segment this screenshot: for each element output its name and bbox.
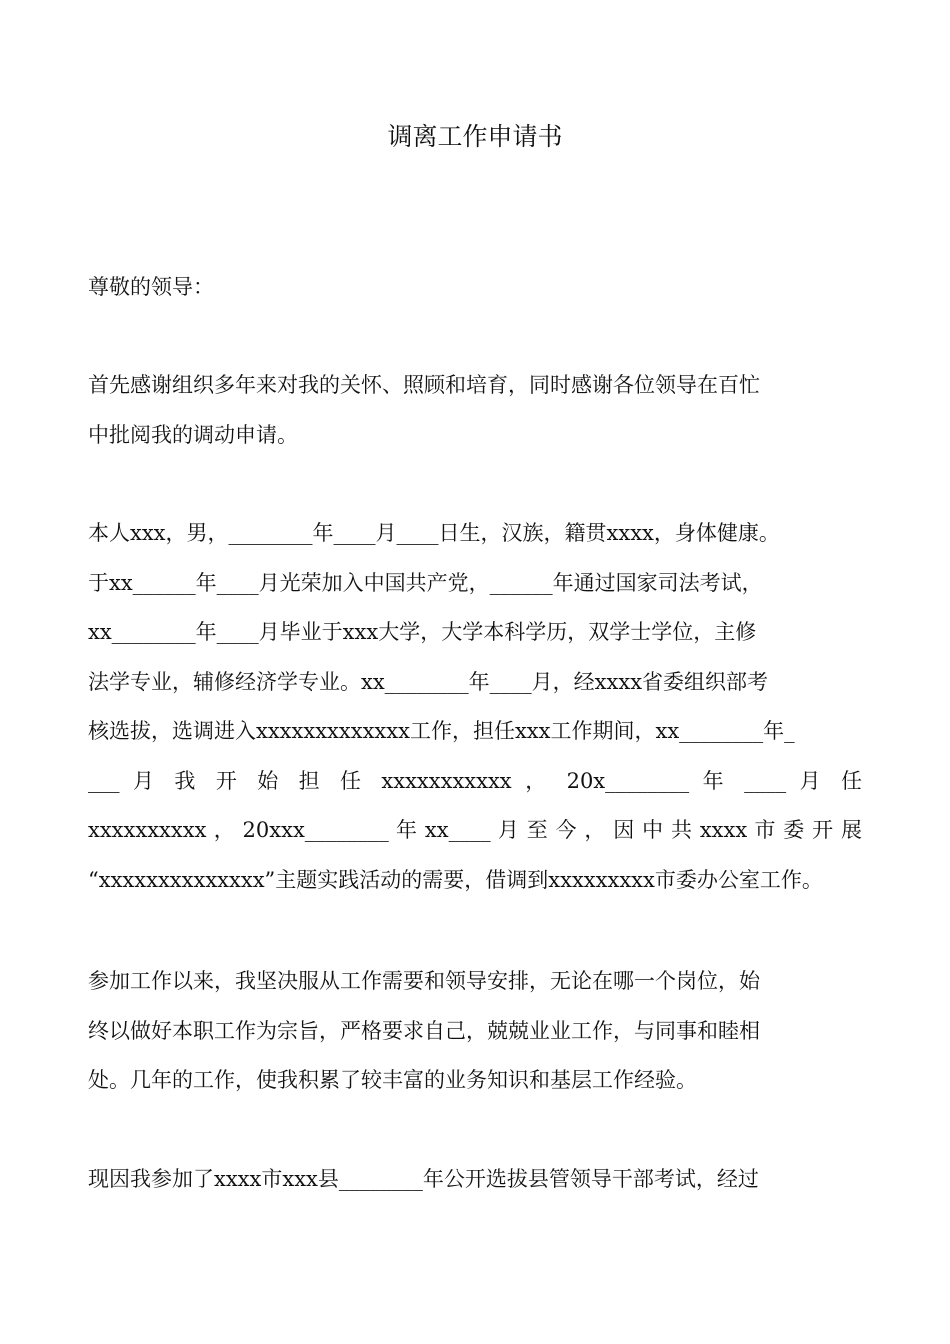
paragraph-personal-info [88, 509, 862, 905]
paragraph-line: 参加工作以来，我坚决服从工作需要和领导安排，无论在哪一个岗位，始 [88, 969, 760, 993]
salutation-text: 尊敬的领导： [88, 275, 214, 299]
salutation [88, 263, 862, 313]
paragraph-line: xx________年____月毕业于xxx大学，大学本科学历，双学士学位，主修 [88, 620, 757, 644]
paragraph-line: 于xx______年____月光荣加入中国共产党，______年通过国家司法考试， [88, 570, 763, 595]
paragraph-line: 首先感谢组织多年来对我的关怀、照顾和培育，同时感谢各位领导在百忙 [88, 373, 760, 397]
paragraph-line: ___ 月 我 开 始 担 任 xxxxxxxxxxx ， 20x________ 年 ____ 月 任 [88, 768, 862, 793]
paragraph-work-experience [88, 957, 862, 1106]
paragraph-line: 本人xxx，男，________年____月____日生，汉族，籍贯xxxx，身体健康。 [88, 521, 780, 545]
paragraph-gratitude [88, 361, 862, 460]
document-title: 调离工作申请书 [387, 122, 563, 151]
paragraph-line: “xxxxxxxxxxxxxx”主题实践活动的需要，借调到xxxxxxxxx市委办公室工作。 [88, 867, 823, 892]
paragraph-line: 法学专业，辅修经济学专业。xx________年____月，经xxxx省委组织部考 [88, 669, 769, 694]
paragraph-line: 核选拔，选调进入xxxxxxxxxxxxx工作，担任xxx工作期间，xx________年_ [88, 719, 795, 743]
paragraph-reason [88, 1155, 862, 1205]
paragraph-line: 处。几年的工作，使我积累了较丰富的业务知识和基层工作经验。 [88, 1068, 697, 1092]
paragraph-line: 中批阅我的调动申请。 [88, 422, 298, 447]
paragraph-line: 现因我参加了xxxx市xxx县________年公开选拔县管领导干部考试，经过 [88, 1167, 759, 1191]
paragraph-line: 终以做好本职工作为宗旨，严格要求自己，兢兢业业工作，与同事和睦相 [88, 1018, 760, 1043]
paragraph-line: xxxxxxxxxx ， 20xxx________ 年 xx____ 月 至 今 ， 因 中 共 xxxx 市 委 开 展 [88, 818, 862, 842]
